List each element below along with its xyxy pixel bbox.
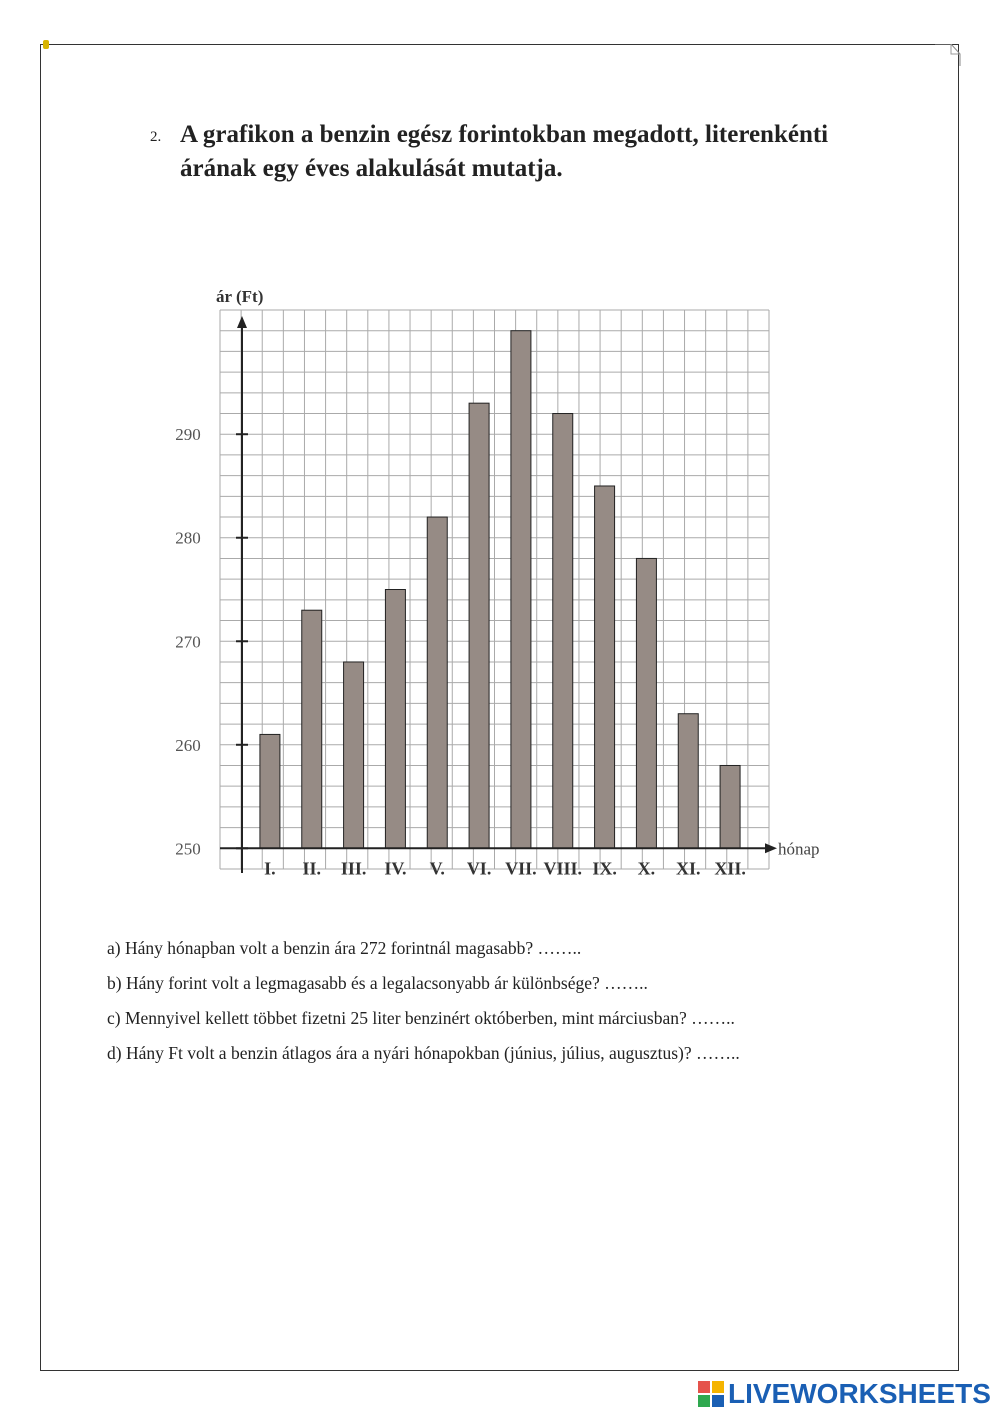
bar — [302, 610, 322, 848]
x-tick-label: VIII. — [543, 858, 583, 879]
y-tick-label: 290 — [175, 425, 201, 445]
x-tick-label: I. — [264, 858, 276, 879]
x-axis-label: hónap — [778, 839, 820, 859]
y-tick-label: 280 — [175, 528, 201, 548]
liveworksheets-brand[interactable] — [698, 1379, 991, 1409]
y-tick-label: 270 — [175, 632, 201, 652]
y-axis-arrow-icon — [237, 316, 247, 328]
x-tick-label: V. — [429, 858, 445, 879]
task-title — [180, 118, 900, 186]
liveworksheets-logo-icon — [698, 1381, 724, 1407]
y-axis-label: ár (Ft) — [216, 287, 264, 306]
y-tick-label: 260 — [175, 735, 201, 755]
bar — [427, 517, 447, 848]
bar — [469, 403, 489, 848]
x-tick-label: XI. — [675, 858, 701, 879]
question-list — [107, 936, 967, 1076]
question-d: d) Hány Ft volt a benzin átlagos ára a nyári hónapokban (június, július, augusztus)? …….. — [107, 1043, 740, 1063]
x-tick-label: X. — [637, 858, 656, 879]
question-b: b) Hány forint volt a legmagasabb és a legalacsonyabb ár különbsége? …….. — [107, 973, 648, 993]
bar — [511, 331, 531, 849]
bar — [678, 714, 698, 849]
x-tick-label: IV. — [384, 858, 407, 879]
bar — [260, 734, 280, 848]
task-title-line-2: árának egy éves alakulását mutatja. — [180, 155, 563, 182]
x-tick-label: II. — [302, 858, 322, 879]
y-tick-label: 250 — [175, 839, 201, 859]
question-a: a) Hány hónapban volt a benzin ára 272 forintnál magasabb? …….. — [107, 938, 582, 958]
bar — [385, 590, 405, 849]
bar-chart — [160, 280, 830, 890]
x-tick-label: III. — [340, 858, 367, 879]
question-c: c) Mennyivel kellett többet fizetni 25 liter benzinért októberben, mint márciusban? …….. — [107, 1008, 735, 1028]
x-tick-label: IX. — [592, 858, 617, 879]
x-axis-arrow-icon — [765, 843, 777, 853]
bar — [344, 662, 364, 848]
pin-icon — [43, 40, 49, 49]
x-tick-label: VII. — [505, 858, 537, 879]
x-tick-label: VI. — [466, 858, 492, 879]
bar — [720, 765, 740, 848]
task-title-line-1: A grafikon a benzin egész forintokban megadott, literenkénti — [180, 121, 829, 148]
task-number: 2. — [150, 129, 162, 145]
bar — [636, 558, 656, 848]
brand-text: LIVEWORKSHEETS — [728, 1378, 991, 1409]
x-tick-label: XII. — [714, 858, 746, 879]
folded-corner-icon — [935, 44, 961, 68]
bar — [553, 414, 573, 849]
bar — [595, 486, 615, 848]
